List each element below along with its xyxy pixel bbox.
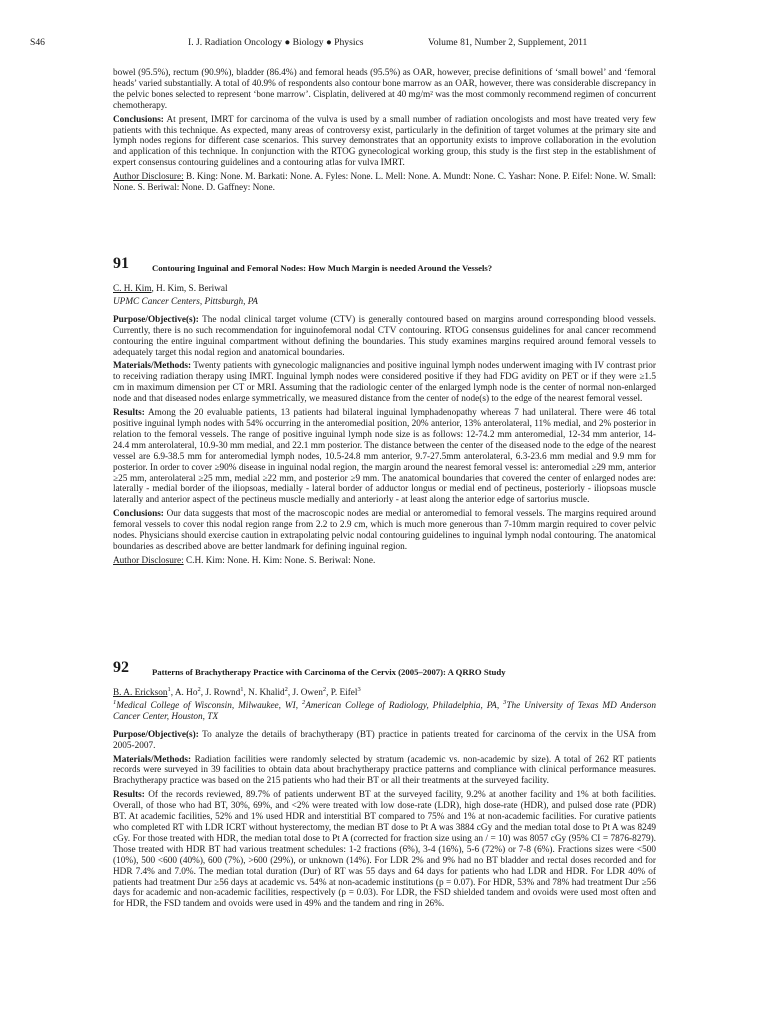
disclosure-label: Author Disclosure: xyxy=(113,555,184,566)
purpose-paragraph xyxy=(113,730,656,752)
affiliation-marker: 1 xyxy=(113,698,117,706)
presenting-author: B. A. Erickson xyxy=(113,688,168,698)
methods-paragraph xyxy=(113,755,656,788)
affiliations xyxy=(113,698,656,723)
conclusions-text: Our data suggests that most of the macroscopic nodes are medial or anteromedial to femoral vessels. The margins required around femoral vessels to cover this nodal region range from 2.2 to 2.9 cm, which is much more generous than 7-10mm margin required to cover pelvic nodes. Physicians should exercise caution in extrapolating pelvic nodal contouring guidelines to inguinal lymph nodal contouring. The anatomical boundaries as described above are better landmark for defining inguinal region. xyxy=(113,509,656,552)
abstract-header xyxy=(113,659,656,682)
affiliation-marker: 1 xyxy=(167,685,171,693)
affiliation-marker: 3 xyxy=(357,685,361,693)
journal-name: I. J. Radiation Oncology ● Biology ● Physics xyxy=(188,37,364,48)
methods-text: Radiation facilities were randomly selected by stratum (academic vs. non-academic by size). A total of 262 RT patients records were surveyed in 39 facilities to obtain data about brachytherapy practice patterns and compliance with clinical performance measures. Brachytherapy practice was based on the 215 patients who had their BT or all their treatments at the surveyed facility. xyxy=(113,754,656,787)
results-text: Of the records reviewed, 89.7% of patients underwent BT at the surveyed facility, 9.2% at another facility and 1% at both facilities. Overall, of those who had BT, 30%, 69%, and <2% were treated with low dose-rate (LDR), high dose-rate (HDR), and pulsed dose rate (PDR) BT. At academic facilities, 52% and 1% used HDR and interstitial BT compared to 75% and 1% at non-academic facilities. For curative patients who completed RT with LDR ICRT without hysterectomy, the median BT dose to Pt A was 3884 cGy and the median total dose to Pt A was 8249 cGy. For those treated with HDR, the median total dose to Pt A (corrected for fraction size using an / = 10) was 8057 cGy (95% CI = 7876-8279). Those treated with HDR BT had various treatment schedules: 1-2 fractions (6%), 3-4 (16%), 5-6 (72%) or 7-8 (6%). Fractions sizes were <500 (10%), 500 <600 (40%), 600 (7%), >600 (29%), or unknown (14%). For LDR 2% and 9% had no BT bladder and rectal doses recorded and for HDR 7.4% and 7.0%. The median total duration (Dur) of RT was 55 days and 64 days for patients who had LDR and HDR. For LDR 40% of patients had treatment Dur ≥56 days at academic vs. 54% at non-academic institutions (p = 0.07). For HDR, 53% and 78% had treatment Dur ≥56 days for academic and non-academic facilities, respectively (p = 0.03). For LDR, the FSD shielded tandem and ovoids were used most often and for HDR, the FSD tandem and ovoids were used in 49% and the tandem and ring in 26%. xyxy=(113,790,656,910)
results-paragraph xyxy=(113,790,656,910)
volume-info: Volume 81, Number 2, Supplement, 2011 xyxy=(428,37,588,48)
abstract-title: Patterns of Brachytherapy Practice with Carcinoma of the Cervix (2005–2007): A QRRO Study xyxy=(152,667,506,677)
page-number: S46 xyxy=(30,37,45,48)
affiliation: The University of Texas MD Anderson Cancer Center, Houston, TX xyxy=(113,700,656,722)
affiliation: American College of Radiology, Philadelphia, PA, xyxy=(305,700,504,711)
methods-label: Materials/Methods: xyxy=(113,361,192,372)
disclosure-label: Author Disclosure: xyxy=(113,172,184,183)
affiliation-marker: 2 xyxy=(322,685,327,693)
conclusions-paragraph xyxy=(113,509,656,553)
conclusions-paragraph xyxy=(113,115,656,170)
affiliation-marker: 1 xyxy=(240,685,244,693)
methods-text: Twenty patients with gynecologic malignancies and positive inguinal lymph nodes underwent imaging with IV contrast prior to receiving radiation therapy using IMRT. Inguinal lymph nodes were considered positive if they had FDG avidity on PET or if they were ≥1.5 cm in maximum dimension per CT or MRI. Assuming that the radiologic center of the enlarged lymph node is the center of normal non-enlarged node and that diseased nodes enlarge symmetrically, we measured distance from the center of node(s) to the edge of the nearest femoral vessel. xyxy=(113,361,656,405)
results-label: Results: xyxy=(113,408,145,419)
affiliation: Medical College of Wisconsin, Milwaukee, WI, xyxy=(116,700,302,711)
disclosure-text: B. King: None. M. Barkati: None. A. Fyles: None. L. Mell: None. A. Mundt: None. C. Yashar: None. P. Eifel: None. W. Small: None. S. Beriwal: None. D. Gaffney: None. xyxy=(113,172,656,194)
purpose-paragraph xyxy=(113,315,656,359)
affiliation-marker: 3 xyxy=(503,698,507,706)
results-paragraph xyxy=(113,408,656,506)
other-authors: , H. Kim, S. Beriwal xyxy=(151,284,228,294)
purpose-label: Purpose/Objective(s): xyxy=(113,314,199,325)
author: , A. Ho xyxy=(170,688,198,698)
conclusions-label: Conclusions: xyxy=(113,509,164,520)
author: , J. Rownd xyxy=(200,688,241,698)
purpose-label: Purpose/Objective(s): xyxy=(113,729,199,740)
continuation-text: bowel (95.5%), rectum (90.9%), bladder (86.4%) and femoral heads (95.5%) as OAR, however, precise definitions of ‘small bowel’ and ‘femoral heads’ varied substantially. A total of 40.9% of respondents also contour bone marrow as an OAR, however, there was considerable discrepancy in the pelvic bones selected to represent ‘bone marrow’. Cisplatin, delivered at 40 mg/m² was the most commonly recommend regimen of concurrent chemotherapy. xyxy=(113,68,656,111)
methods-paragraph xyxy=(113,361,656,405)
author: , J. Owen xyxy=(287,688,323,698)
affiliation-marker: 2 xyxy=(284,685,288,693)
abstract-91 xyxy=(113,255,656,570)
disclosure-paragraph xyxy=(113,556,656,567)
disclosure-text: C.H. Kim: None. H. Kim: None. S. Beriwal: None. xyxy=(183,555,376,566)
results-label: Results: xyxy=(113,790,145,801)
affiliation-marker: 2 xyxy=(301,698,306,706)
abstract-number: 91 xyxy=(113,255,129,272)
authors xyxy=(113,685,656,699)
results-text: Among the 20 evaluable patients, 13 patients had bilateral inguinal lymphadenopathy whereas 7 had unilateral. There were 46 total positive inguinal lymph nodes with 54% occurring in the anteromedial position, 20% anterior, 13% anterolateral, 11% medial, and 2% posterior in relation to the femoral vessels. The range of positive inguinal lymph node size is as follows: 12-74.2 mm anteromedial, 12-34 mm anterior, 14-24.4 mm anterolateral, 10.9-30 mm medial, and 22.1 mm posterior. The distance between the center of the diseased node to the edge of the nearest vessel are 6.9-38.5 mm for anteromedial lymph nodes, 10.5-24.8 mm anterior, 9.7-27.5mm anterolateral, 6.3-23.6 mm medial and 9.9 mm for posterior. In order to cover ≥90% disease in inguinal nodal region, the margin around the nearest femoral vessel is: anteromedial ≥29 mm, anterior ≥25 mm, anterolateral ≥25 mm, medial ≥22 mm, and posterior ≥9 mm. The anatomical boundaries that covered the center of enlarged nodes are: laterally - medial border of the iliopsoas, medially - lateral border of adductor longus or medial end of pectineus, posteriorly - iliopsoas muscle laterally and anterior aspect of the pectineus muscle medially and anteriorly - at least along the anterior edge of sartorius muscle. xyxy=(113,408,656,506)
abstract-header xyxy=(113,255,656,278)
abstract-title: Contouring Inguinal and Femoral Nodes: How Much Margin is needed Around the Vessels? xyxy=(152,263,493,273)
author: , N. Khalid xyxy=(243,688,285,698)
affiliation-marker: 2 xyxy=(197,685,201,693)
continuation-section xyxy=(113,68,656,197)
affiliation: UPMC Cancer Centers, Pittsburgh, PA xyxy=(113,296,258,307)
authors xyxy=(113,284,656,295)
running-header xyxy=(30,37,750,51)
conclusions-text: At present, IMRT for carcinoma of the vulva is used by a small number of radiation oncologists and most have treated very few patients with this technique. As expected, many areas of controversy exist, particularly in the definition of target volumes at the primary site and lymph nodes regions for different case scenarios. This survey demonstrates that an opportunity exists to improve collaboration in the evolution and application of this technique. In conjunction with the RTOG gynecological working group, this study is the first step in the establishment of expert consensus contouring guidelines and a contouring atlas for vulva IMRT. xyxy=(113,114,656,169)
presenting-author: C. H. Kim xyxy=(113,284,152,294)
abstract-number: 92 xyxy=(113,659,129,676)
purpose-text: The nodal clinical target volume (CTV) is generally contoured based on margins around corresponding blood vessels. Currently, there is no such recommendation for inguinofemoral nodal CTV contouring. RTOG consensus guidelines for anal cancer recommend contouring the entire inguinal compartment without defining the boundaries. This study examines margins required around femoral vessels to adequately target this nodal region and anatomical boundaries. xyxy=(113,314,656,358)
author: , P. Eifel xyxy=(326,688,358,698)
purpose-text: To analyze the details of brachytherapy (BT) practice in patients treated for carcinoma of the cervix in the USA from 2005-2007. xyxy=(113,729,656,751)
methods-label: Materials/Methods: xyxy=(113,754,192,765)
abstract-92 xyxy=(113,659,656,913)
conclusions-label: Conclusions: xyxy=(113,114,164,125)
disclosure-paragraph xyxy=(113,172,656,194)
